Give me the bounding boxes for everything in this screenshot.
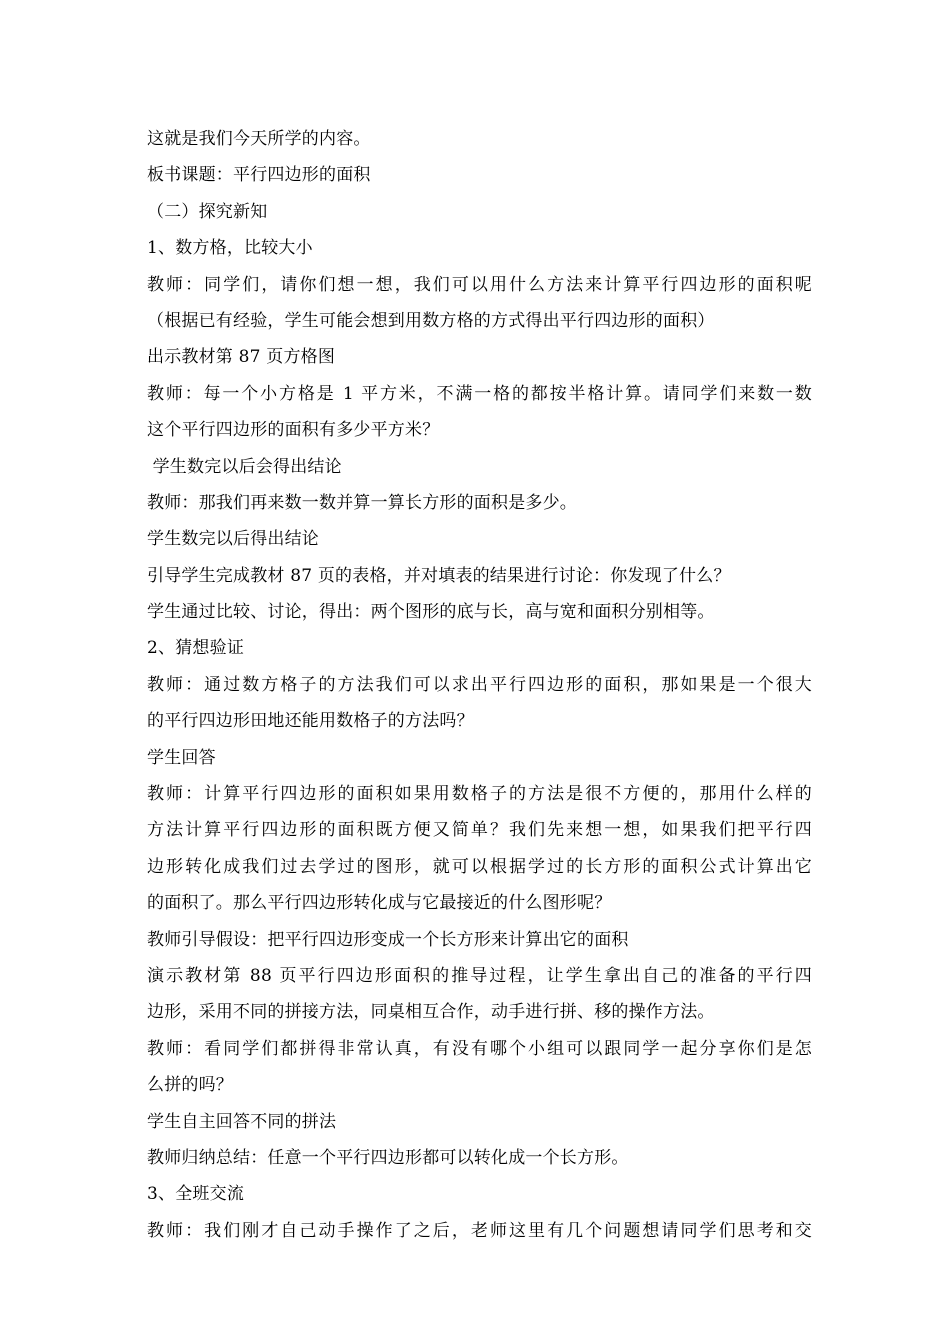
- text-line: 边形转化成我们过去学过的图形，就可以根据学过的长方形的面积公式计算出它: [147, 856, 812, 877]
- lesson-title-line: 板书课题：平行四边形的面积: [147, 165, 371, 186]
- text-line: 教师：那我们再来数一数并算一算长方形的面积是多少。: [147, 492, 577, 513]
- text-line: 方法计算平行四边形的面积既方便又简单？我们先来想一想，如果我们把平行四: [147, 820, 812, 841]
- text-line: 的平行四边形田地还能用数格子的方法吗？: [147, 711, 474, 732]
- text-line: 教师：我们刚才自己动手操作了之后，老师这里有几个问题想请同学们思考和交: [147, 1220, 812, 1241]
- text-line: 教师：看同学们都拼得非常认真，有没有哪个小组可以跟同学一起分享你们是怎: [147, 1038, 812, 1059]
- text-line: 引导学生完成教材 87 页的表格，并对填表的结果进行讨论：你发现了什么？: [147, 565, 731, 586]
- text-line: 教师：通过数方格子的方法我们可以求出平行四边形的面积，那如果是一个很大: [147, 674, 812, 695]
- text-line: 学生回答: [147, 747, 216, 768]
- subsection-heading: 2、猜想验证: [147, 638, 245, 659]
- text-line: 的面积了。那么平行四边形转化成与它最接近的什么图形呢？: [147, 893, 612, 914]
- text-line: 出示教材第 87 页方格图: [147, 347, 336, 368]
- text-line: 么拼的吗？: [147, 1075, 233, 1096]
- text-line: 学生数完以后得出结论: [147, 529, 319, 550]
- text-line: 教师归纳总结：任意一个平行四边形都可以转化成一个长方形。: [147, 1147, 629, 1168]
- document-body: [147, 121, 812, 1249]
- section-heading: （二）探究新知: [147, 201, 268, 222]
- text-line: 演示教材第 88 页平行四边形面积的推导过程，让学生拿出自己的准备的平行四: [147, 965, 812, 986]
- text-line: 学生自主回答不同的拼法: [147, 1111, 337, 1132]
- text-line: 教师：每一个小方格是 1 平方米，不满一格的都按半格计算。请同学们来数一数: [147, 383, 812, 404]
- text-line: 这个平行四边形的面积有多少平方米？: [147, 420, 440, 441]
- subsection-heading: 3、全班交流: [147, 1184, 245, 1205]
- text-line: 教师：同学们，请你们想一想，我们可以用什么方法来计算平行四边形的面积呢: [147, 274, 812, 295]
- text-line: 学生数完以后会得出结论: [147, 456, 342, 477]
- text-line: （根据已有经验，学生可能会想到用数方格的方式得出平行四边形的面积）: [147, 310, 715, 331]
- text-line: 教师引导假设：把平行四边形变成一个长方形来计算出它的面积: [147, 929, 629, 950]
- subsection-heading: 1、数方格，比较大小: [147, 238, 313, 259]
- text-line: 这就是我们今天所学的内容。: [147, 129, 371, 149]
- text-line: 教师：计算平行四边形的面积如果用数格子的方法是很不方便的，那用什么样的: [147, 784, 812, 805]
- text-line: 学生通过比较、讨论，得出：两个图形的底与长，高与宽和面积分别相等。: [147, 602, 715, 623]
- text-line: 边形，采用不同的拼接方法，同桌相互合作，动手进行拼、移的操作方法。: [147, 1002, 715, 1023]
